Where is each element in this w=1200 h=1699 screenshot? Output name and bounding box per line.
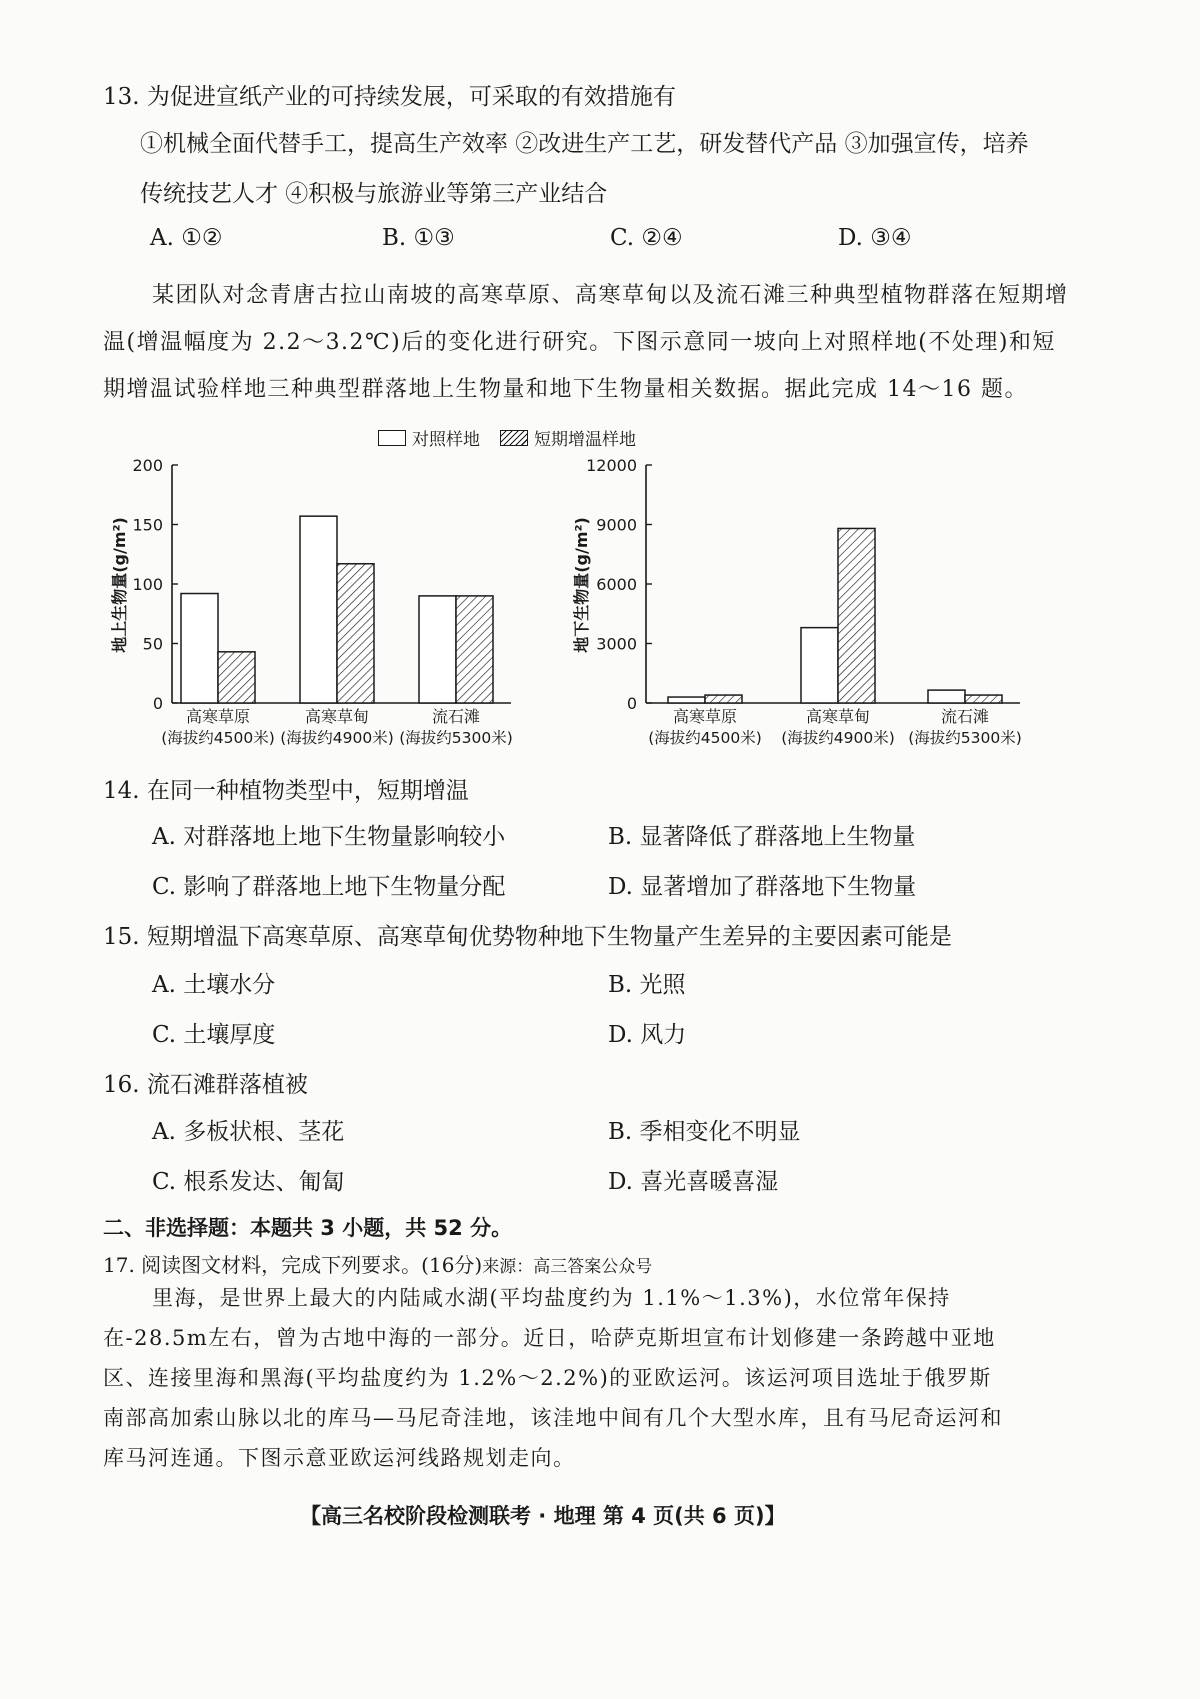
chart0-bar-control — [300, 516, 337, 703]
legend-warming-swatch — [500, 430, 528, 446]
q17-line3: 区、连接里海和黑海(平均盐度约为 1.2%～2.2%)的亚欧运河。该运河项目选址于俄罗斯 — [103, 1366, 992, 1390]
chart0-bar-warming — [337, 564, 374, 703]
chart1-bar-control — [668, 697, 705, 703]
chart0-bar-control — [419, 596, 456, 703]
section2-title: 二、非选择题：本题共 3 小题，共 52 分。 — [103, 1216, 513, 1240]
chart0-category-sublabel: (海拔约5300米) — [399, 729, 513, 747]
q14-option-c: C. 影响了群落地上地下生物量分配 — [152, 874, 506, 900]
chart1-category-label: 高寒草甸 — [805, 707, 871, 726]
legend-warming-label: 短期增温样地 — [534, 430, 636, 450]
q16-option-d: D. 喜光喜暖喜湿 — [608, 1169, 779, 1195]
q15-option-c: C. 土壤厚度 — [152, 1022, 276, 1048]
q14-stem: 14. 在同一种植物类型中，短期增温 — [103, 778, 469, 804]
q17-source: 来源：高三答案公众号 — [482, 1257, 653, 1277]
q14-option-a: A. 对群落地上地下生物量影响较小 — [152, 824, 506, 850]
q14-option-d: D. 显著增加了群落地下生物量 — [608, 874, 917, 900]
q16-option-b: B. 季相变化不明显 — [608, 1119, 801, 1145]
chart1-y-tick-label: 0 — [626, 694, 637, 713]
chart0-bar-control — [181, 594, 218, 703]
chart0-y-tick-label: 50 — [142, 634, 163, 654]
chart1-y-tick-label: 9000 — [596, 515, 637, 535]
chart1-y-tick-label: 3000 — [596, 634, 637, 654]
intro-line2: 温(增温幅度为 2.2～3.2℃)后的变化进行研究。下图示意同一坡向上对照样地(不处理)和短 — [103, 330, 1056, 355]
chart0-category-sublabel: (海拔约4900米) — [280, 729, 394, 747]
chart1-y-tick-label: 6000 — [596, 575, 637, 594]
intro-line3: 期增温试验样地三种典型群落地上生物量和地下生物量相关数据。据此完成 14～16 题。 — [103, 377, 1028, 402]
q17-line4: 南部高加索山脉以北的库马—马尼奇洼地，该洼地中间有几个大型水库，且有马尼奇运河和 — [103, 1406, 1003, 1430]
chart0-bar-warming — [456, 596, 493, 703]
q15-option-a: A. 土壤水分 — [152, 972, 276, 998]
chart0-y-tick-label: 200 — [132, 456, 163, 475]
q17-stem: 17. 阅读图文材料，完成下列要求。(16分) — [103, 1253, 483, 1277]
chart1-y-tick-label: 12000 — [586, 456, 637, 475]
chart0-y-label: 地上生物量(g/m²) — [110, 517, 129, 653]
chart1-bar-control — [801, 628, 838, 703]
legend-control-swatch — [378, 430, 406, 446]
q16-stem: 16. 流石滩群落植被 — [103, 1072, 308, 1098]
q13-option-a: A. ①② — [150, 225, 223, 251]
chart1-category-label: 高寒草原 — [672, 707, 738, 726]
q17-line2: 在-28.5m左右，曾为古地中海的一部分。近日，哈萨克斯坦宣布计划修建一条跨越中亚地 — [103, 1326, 996, 1350]
intro-line1: 某团队对念青唐古拉山南坡的高寒草原、高寒草甸以及流石滩三种典型植物群落在短期增 — [152, 283, 1069, 308]
q17-line1: 里海，是世界上最大的内陆咸水湖(平均盐度约为 1.1%～1.3%)，水位常年保持 — [152, 1286, 951, 1310]
chart0-category-label: 流石滩 — [431, 707, 481, 726]
page-footer: 【高三名校阶段检测联考 · 地理 第 4 页(共 6 页)】 — [300, 1504, 786, 1528]
q13-stem: 13. 为促进宣纸产业的可持续发展，可采取的有效措施有 — [103, 84, 676, 110]
q13-items-line2: 传统技艺人才 ④积极与旅游业等第三产业结合 — [140, 181, 608, 207]
q16-option-a: A. 多板状根、茎花 — [152, 1119, 345, 1145]
chart0-y-tick-label: 0 — [152, 694, 163, 713]
chart1-bar-warming — [705, 695, 742, 703]
chart0-y-tick-label: 100 — [132, 575, 163, 594]
q13-option-c: C. ②④ — [610, 225, 683, 251]
q16-option-c: C. 根系发达、匍匐 — [152, 1169, 345, 1195]
chart0-bar-warming — [218, 652, 255, 703]
chart0-category-label: 高寒草甸 — [304, 707, 370, 726]
chart0-category-sublabel: (海拔约4500米) — [161, 729, 275, 747]
q13-option-b: B. ①③ — [382, 225, 455, 251]
q13-items-line1: ①机械全面代替手工，提高生产效率 ②改进生产工艺，研发替代产品 ③加强宣传，培养 — [140, 131, 1029, 157]
q17-line5: 库马河连通。下图示意亚欧运河线路规划走向。 — [103, 1446, 576, 1470]
q15-option-b: B. 光照 — [608, 972, 686, 998]
q15-stem: 15. 短期增温下高寒草原、高寒草甸优势物种地下生物量产生差异的主要因素可能是 — [103, 924, 952, 950]
chart1-y-label: 地下生物量(g/m²) — [572, 517, 591, 653]
chart1-category-sublabel: (海拔约4500米) — [648, 729, 762, 747]
chart1-category-sublabel: (海拔约5300米) — [908, 729, 1022, 747]
legend-control-label: 对照样地 — [412, 430, 480, 450]
q13-option-d: D. ③④ — [838, 225, 912, 251]
chart0-y-tick-label: 150 — [132, 515, 163, 535]
chart0-category-label: 高寒草原 — [185, 707, 251, 726]
chart1-category-label: 流石滩 — [940, 707, 990, 726]
q15-option-d: D. 风力 — [608, 1022, 687, 1048]
q17-header — [103, 1249, 652, 1278]
chart1-bar-warming — [838, 528, 875, 703]
chart1-category-sublabel: (海拔约4900米) — [781, 729, 895, 747]
q14-option-b: B. 显著降低了群落地上生物量 — [608, 824, 916, 850]
biomass-charts — [0, 445, 1200, 765]
chart1-bar-warming — [965, 695, 1002, 703]
chart1-bar-control — [928, 690, 965, 703]
